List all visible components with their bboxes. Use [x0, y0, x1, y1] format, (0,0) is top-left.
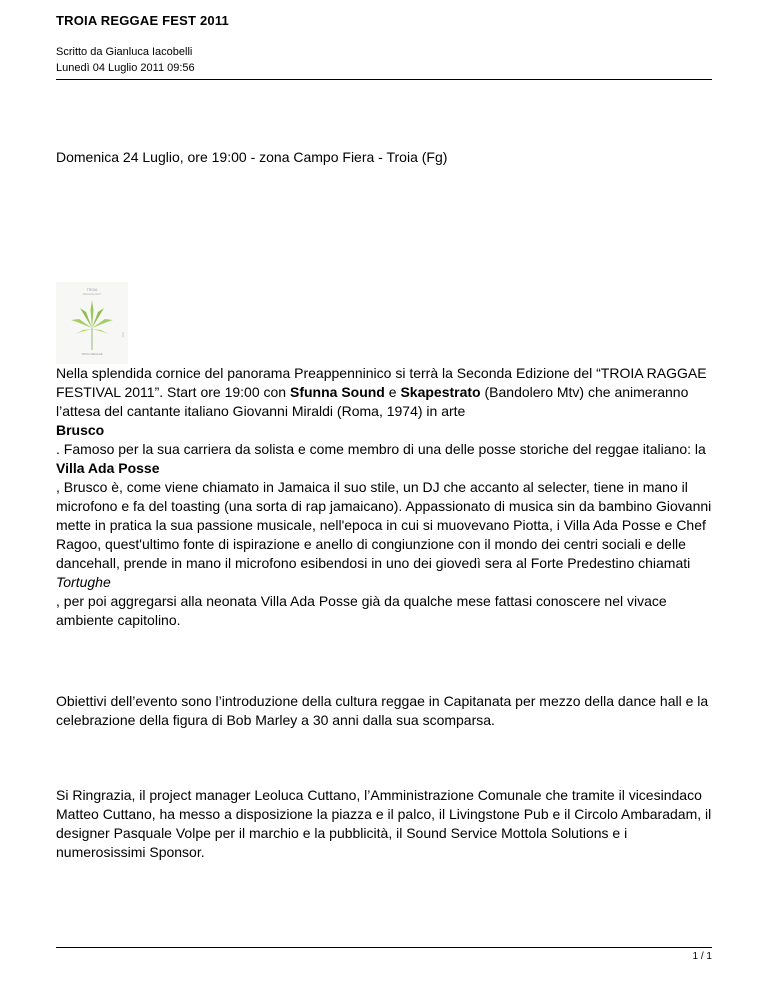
- document-title: TROIA REGGAE FEST 2011: [56, 13, 229, 28]
- para1-text-4: . Famoso per la sua carriera da solista e come membro di una delle posse storiche del reggae italiano: la: [56, 441, 706, 457]
- para1-text-5: , Brusco è, come viene chiamato in Jamaica il suo stile, un DJ che accanto al selecter, tiene in mano il microfono e fa del toasting (una sorta di rap jamaicano). Appassionato di musica sin da bambino Giovanni mette in pratica la sua passione musicale, nell'epoca in cui si muovevano Piotta, i Villa Ada Posse e Chef Ragoo, quest'ultimo fonte di ispirazione e anello di congiunzione con il mondo dei centri sociali e delle dancehall, prende in mano il microfono esibendosi in uno dei giovedì sera al Forte Predestino chiamati: [56, 479, 712, 571]
- poster-side-text: 2011: [121, 332, 124, 338]
- artist-brusco: Brusco: [56, 422, 105, 438]
- date-line: Lunedì 04 Luglio 2011 09:56: [56, 62, 195, 74]
- event-line: Domenica 24 Luglio, ore 19:00 - zona Campo Fiera - Troia (Fg): [56, 149, 448, 165]
- paragraph-thanks: Si Ringrazia, il project manager Leoluca Cuttano, l’Amministrazione Comunale che tramite il vicesindaco Matteo Cuttano, ha messo a disposizione la piazza e il palco, il Livingstone Pub e il Circolo Ambaradam, il designer Pasquale Volpe per il marchio e la pubblicità, il Sound Service Mottola Solutions e i numerosissimi Sponsor.: [56, 787, 712, 860]
- artist-skapestrato: Skapestrato: [400, 384, 481, 400]
- footer-divider: [56, 947, 712, 948]
- paragraph-main: [56, 364, 712, 630]
- poster-sub-text: REGGAE FEST: [82, 293, 102, 296]
- page-number: 1 / 1: [692, 951, 712, 962]
- article-body: [56, 148, 712, 862]
- poster-artwork: [56, 282, 128, 364]
- article-meta: [56, 44, 712, 76]
- event-poster-image: [56, 282, 128, 364]
- artist-villa-ada-posse: Villa Ada Posse: [56, 460, 160, 476]
- para1-text-3: (Bandolero Mtv) che animeranno l’attesa del cantante italiano Giovanni Miraldi (Roma, 1974) in arte: [56, 384, 689, 419]
- para1-text-2: e: [384, 384, 401, 400]
- header-divider: [56, 79, 712, 80]
- event-tortughe: Tortughe: [56, 574, 111, 590]
- author-line: Scritto da Gianluca Iacobelli: [56, 46, 193, 58]
- poster-bottom-text: TROIA REGGAE: [81, 352, 103, 356]
- para1-text-6: , per poi aggregarsi alla neonata Villa Ada Posse già da qualche mese fattasi conoscere nel vivace ambiente capitolino.: [56, 593, 667, 628]
- page-header: [56, 12, 712, 76]
- para1-text-1: Nella splendida cornice del panorama Preappenninico si terrà la Seconda Edizione del “TROIA RAGGAE FESTIVAL 2011”. Start ore 19:00 con: [56, 365, 707, 400]
- poster-top-text: TROIA: [86, 288, 98, 292]
- artist-sfunna-sound: Sfunna Sound: [289, 384, 385, 400]
- paragraph-objectives: Obiettivi dell’evento sono l’introduzione della cultura reggae in Capitanata per mezzo della dance hall e la celebrazione della figura di Bob Marley a 30 anni dalla sua scomparsa.: [56, 693, 709, 728]
